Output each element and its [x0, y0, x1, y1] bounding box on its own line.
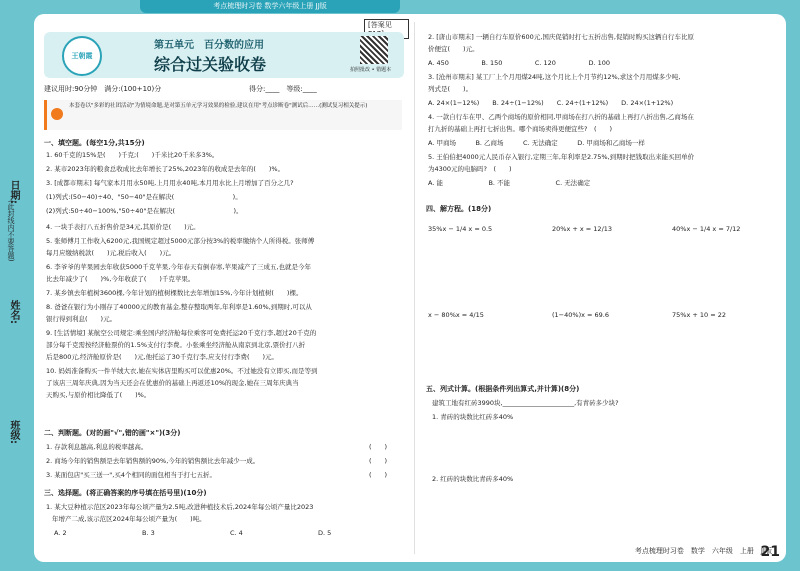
tip-icon — [51, 108, 63, 120]
mc-question-line: 列式是( )。 — [428, 85, 473, 93]
page-title: 综合过关验收卷 — [154, 55, 267, 74]
left-column — [34, 14, 409, 562]
fill-question: 后是800元,经济舱原价是( )元,他托运了30千克行李,应支付行李费( )元。 — [46, 353, 279, 361]
fill-question: 8. 爸爸在银行为小刚存了40000元的教育基金,整存整取两年,年利率是1.60%,到期时,可以从 — [46, 303, 312, 311]
fill-question: 每月应缴纳税款( )元,税后收入( )元。 — [46, 249, 176, 257]
time-score-info: 建议用时:90分钟 满分:(100+10)分 — [44, 85, 162, 93]
mc-question-line: 为4300元的电脑吗? ( ) — [428, 165, 512, 173]
equation: (1−40%)x = 69.6 — [552, 311, 609, 319]
fill-question: 7. 某乡镇去年植树3600棵,今年计划的植树棵数比去年增加15%,今年计划植树( )棵。 — [46, 289, 303, 297]
calc-section-title: 五、列式计算。(根据条件列出算式,并计算)(8分) — [426, 385, 580, 393]
fill-question: 9. [生活情境] 某航空公司规定:乘坐国内经济舱每位乘客可免费托运20千克行李,超过20千克的 — [46, 329, 317, 337]
top-banner: 考点梳理时习卷 数学六年级上册 JJ版 — [140, 0, 400, 13]
mc-question-line: 价便宜( )元。 — [428, 45, 479, 53]
equation: 40%x − 1/4 x = 7/12 — [672, 225, 741, 233]
mc-question-line: A. 甲商场 B. 乙商场 C. 无法确定 D. 甲商场和乙商场一样 — [428, 139, 645, 147]
fill-question: 5. 张师傅月工作收入6200元,我国规定超过5000元部分按3%的税率缴纳个人所得税。张师傅 — [46, 237, 315, 245]
mc-option[interactable]: D. 5 — [318, 529, 332, 537]
fill-question: 了该店三周年庆典,因为当天还会在优惠价的基础上再返还10%的现金,她在三周年庆典当 — [46, 379, 299, 387]
date-label: 日期: — [8, 180, 19, 204]
title-banner — [44, 32, 404, 78]
qr-code-icon[interactable] — [360, 36, 388, 64]
mc-question-line: 5. 王伯伯把4000元人民币存入银行,定期三年,年利率是2.75%,到期时把钱取出来能买回单价 — [428, 153, 695, 161]
calc-question-1: 1. 青砖的块数比红砖多40% — [432, 413, 514, 421]
true-false-question: 3. 某面包店"买三送一",买4个相同的面包相当于打七五折。 — [46, 471, 216, 479]
mc-question-line: A. 24×(1−12%) B. 24÷(1−12%) C. 24÷(1+12%) D. 24×(1+12%) — [428, 99, 674, 107]
section-title: 三、选择题。(将正确答案的序号填在括号里)(10分) — [44, 489, 207, 497]
unit-title: 第五单元 百分数的应用 — [154, 40, 264, 51]
mc-option[interactable]: A. 2 — [54, 529, 67, 537]
class-label: 班级: — [8, 420, 19, 444]
fill-question: 6. 李爷爷的苹果园去年收获5000千克苹果,今年春天有倒春寒,苹果减产了三成五,也就是今年 — [46, 263, 312, 271]
fill-question: (1)列式:(50−40)÷40、"50−40"是在解决( )。 — [46, 193, 242, 201]
calc-stem: 建筑工地有红砖3990块,______________________,有青砖多少块? — [432, 399, 619, 407]
fill-question: 天购买,与原价相比降低了( )%。 — [46, 391, 151, 399]
footer-info: 考点梳理时习卷 数学 六年级 上册 JJ版 — [634, 547, 772, 555]
fill-question: 1. 60千克的15%是( )千克;( )千米比20千米多3%。 — [46, 151, 219, 159]
brand-logo: 王朝霞 — [62, 36, 102, 76]
binding-margin — [0, 160, 30, 460]
mc-question-line: 2. [唐山市期末] 一辆自行车原价600元,国庆促销时打七五折出售,促销时购买这辆自行车比原 — [428, 33, 694, 41]
intro-tip — [44, 100, 402, 130]
answer-ref: [答案见 — [364, 19, 409, 39]
fill-question: 部分每千克需按经济舱票价的1.5%支付行李费。小张乘坐经济舱从南京到北京,票价打八折 — [46, 341, 306, 349]
equation: 20%x + x = 12/13 — [552, 225, 613, 233]
answer-paren[interactable]: ( ) — [369, 443, 388, 451]
fill-question: 2. 某市2023年的粮食总收成比去年增长了25%,2023年的收成是去年的( )%。 — [46, 165, 285, 173]
page-number: 21 — [760, 544, 780, 560]
mc-question-1-cont: 年增产二成,该示范区2024年每公顷产量为( )吨。 — [52, 515, 206, 523]
solve-section-title: 四、解方程。(18分) — [426, 205, 492, 213]
right-column — [422, 14, 782, 562]
mc-question-1: 1. 某大豆种植示范区2023年每公顷产量为2.5吨,改进种植技术后,2024年每公顷产量比2023 — [46, 503, 314, 511]
mc-option[interactable]: B. 3 — [142, 529, 155, 537]
mc-question-line: 4. 一款自行车在甲、乙两个商场的原价相同,甲商场在打八折的基础上再打八折出售,乙商场在 — [428, 113, 694, 121]
tip-text: 本套卷以"多彩的社团活动"为情境命题,是对第五单元学习效果的检验,建议在用"考点诊断卷"测试后……(测试复习相关提示) — [69, 103, 368, 109]
mc-question-line: 3. [沧州市期末] 某工厂上个月用煤24吨,这个月比上个月节约12%,求这个月用煤多少吨, — [428, 73, 681, 81]
true-false-question: 1. 存款利息越高,利息的税率越高。 — [46, 443, 148, 451]
equation: x − 80%x = 4/15 — [428, 311, 484, 319]
true-false-question: 2. 商场今年的销售额是去年销售额的90%,今年的销售额比去年减少一成。 — [46, 457, 260, 465]
fill-question: 银行得到利息( )元。 — [46, 315, 117, 323]
worksheet — [34, 14, 786, 562]
fill-question: (2)列式:50÷40−100%,"50÷40"是在解决( )。 — [46, 207, 243, 215]
fill-question: 3. [成都市期末] 每气家本月用水50吨,上月用水40吨,本月用水比上月增加了百分之几? — [46, 179, 294, 187]
fill-question: 10. 妈妈准备购买一件羊绒大衣,她在实体店里购买可以优惠20%。不过她没有立即买,而是等到 — [46, 367, 318, 375]
fill-question: 比去年减少了( )%,今年收获了( )千克苹果。 — [46, 275, 195, 283]
mc-question-line: A. 能 B. 不能 C. 无法确定 — [428, 179, 591, 187]
score-fields: 得分:____ 等级:____ — [249, 85, 317, 93]
calc-question-2: 2. 红砖的块数比青砖多40% — [432, 475, 514, 483]
answer-paren[interactable]: ( ) — [369, 457, 388, 465]
seal-line-note: (此封线内不要答题) — [7, 200, 15, 262]
name-label: 姓名: — [8, 300, 19, 324]
mc-question-line: A. 450 B. 150 C. 120 D. 100 — [428, 59, 610, 67]
qr-label: 拍照批改 • 错题本 — [350, 67, 392, 73]
equation: 75%x + 10 = 22 — [672, 311, 726, 319]
section-title: 二、判断题。(对的画"√",错的画"×")(3分) — [44, 429, 181, 437]
equation: 35%x − 1/4 x = 0.5 — [428, 225, 493, 233]
answer-paren[interactable]: ( ) — [369, 471, 388, 479]
section-title: 一、填空题。(每空1分,共15分) — [44, 139, 145, 147]
mc-question-line: 打九折的基础上再打七折出售。哪个商场卖得更便宜些? ( ) — [428, 125, 613, 133]
column-divider — [414, 22, 415, 554]
mc-option[interactable]: C. 4 — [230, 529, 243, 537]
fill-question: 4. 一块手表打八五折售价是34元,其原价是( )元。 — [46, 223, 200, 231]
